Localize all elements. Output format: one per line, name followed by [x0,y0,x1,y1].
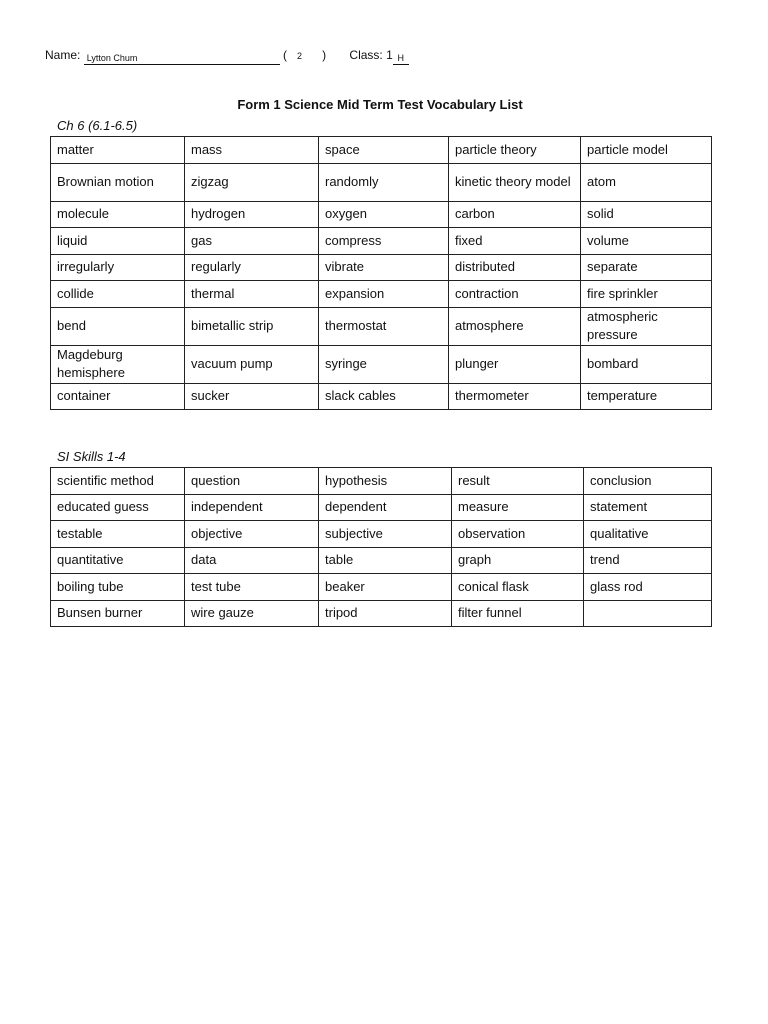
table-row [51,383,712,410]
vocab-cell: question [185,468,319,495]
vocab-cell: oxygen [319,201,449,228]
table-row [51,345,712,383]
vocab-cell: testable [51,521,185,548]
vocab-cell: conclusion [584,468,712,495]
vocab-cell: atmospheric pressure [581,307,712,345]
index-number: 2 [297,51,303,61]
section-label-ch6: Ch 6 (6.1-6.5) [57,118,138,133]
vocab-cell: Bunsen burner [51,600,185,627]
vocab-cell: compress [319,228,449,255]
vocab-cell: separate [581,254,712,281]
vocab-cell: independent [185,494,319,521]
vocab-cell: molecule [51,201,185,228]
vocab-cell: data [185,547,319,574]
table-row [51,468,712,495]
vocab-table-ch6 [50,136,712,410]
name-field[interactable] [84,51,280,65]
vocab-cell: vacuum pump [185,345,319,383]
vocab-cell: scientific method [51,468,185,495]
table-row [51,228,712,255]
table-row [51,521,712,548]
vocab-cell: hydrogen [185,201,319,228]
vocab-cell: kinetic theory model [449,163,581,201]
vocab-cell: atom [581,163,712,201]
vocab-cell: measure [452,494,584,521]
vocab-cell: particle theory [449,137,581,164]
vocab-cell: trend [584,547,712,574]
vocab-cell: contraction [449,281,581,308]
name-value: Lytton Chum [86,53,138,63]
vocab-cell: statement [584,494,712,521]
vocab-cell: plunger [449,345,581,383]
vocab-cell: objective [185,521,319,548]
vocab-cell: sucker [185,383,319,410]
vocab-cell: irregularly [51,254,185,281]
table-row [51,600,712,627]
class-value: H [397,53,405,63]
vocab-cell: collide [51,281,185,308]
vocab-cell: bend [51,307,185,345]
vocab-cell: regularly [185,254,319,281]
vocab-cell: thermostat [319,307,449,345]
table-row [51,137,712,164]
vocab-cell: graph [452,547,584,574]
section-label-si-skills: SI Skills 1-4 [57,449,126,464]
table-row [51,494,712,521]
table-row [51,547,712,574]
class-label: Class: 1 [349,48,393,62]
vocab-cell: atmosphere [449,307,581,345]
table-row [51,254,712,281]
vocab-cell: fixed [449,228,581,255]
class-field[interactable] [393,51,409,65]
vocab-cell: observation [452,521,584,548]
vocab-cell: fire sprinkler [581,281,712,308]
vocab-cell: filter funnel [452,600,584,627]
vocab-cell: test tube [185,574,319,601]
vocab-cell: gas [185,228,319,255]
table-row [51,281,712,308]
close-paren: ) [322,48,327,62]
vocab-cell: container [51,383,185,410]
open-paren: ( [283,48,288,62]
vocab-cell: carbon [449,201,581,228]
vocab-cell: subjective [319,521,452,548]
vocab-cell: Magdeburg hemisphere [51,345,185,383]
vocab-cell: tripod [319,600,452,627]
vocab-cell [584,600,712,627]
vocab-cell: slack cables [319,383,449,410]
vocab-cell: particle model [581,137,712,164]
vocab-table-si-skills [50,467,712,627]
vocab-cell: syringe [319,345,449,383]
vocab-cell: qualitative [584,521,712,548]
vocab-cell: zigzag [185,163,319,201]
student-info-line [45,48,409,65]
vocab-cell: wire gauze [185,600,319,627]
vocab-cell: thermal [185,281,319,308]
page-title: Form 1 Science Mid Term Test Vocabulary List [237,97,523,112]
vocab-cell: matter [51,137,185,164]
vocab-cell: distributed [449,254,581,281]
vocab-cell: quantitative [51,547,185,574]
vocab-cell: Brownian motion [51,163,185,201]
name-label: Name: [45,48,81,62]
vocab-cell: randomly [319,163,449,201]
vocab-cell: bimetallic strip [185,307,319,345]
vocab-cell: thermometer [449,383,581,410]
vocab-cell: bombard [581,345,712,383]
vocab-cell: result [452,468,584,495]
vocab-cell: educated guess [51,494,185,521]
vocab-cell: temperature [581,383,712,410]
vocab-cell: volume [581,228,712,255]
table-row [51,307,712,345]
table-row [51,201,712,228]
table-row [51,163,712,201]
vocab-cell: beaker [319,574,452,601]
vocab-cell: liquid [51,228,185,255]
vocab-cell: table [319,547,452,574]
vocab-cell: expansion [319,281,449,308]
vocab-cell: hypothesis [319,468,452,495]
vocab-cell: conical flask [452,574,584,601]
vocab-cell: vibrate [319,254,449,281]
vocab-cell: space [319,137,449,164]
vocab-cell: glass rod [584,574,712,601]
vocab-cell: dependent [319,494,452,521]
table-row [51,574,712,601]
vocab-cell: boiling tube [51,574,185,601]
vocab-cell: mass [185,137,319,164]
vocab-cell: solid [581,201,712,228]
